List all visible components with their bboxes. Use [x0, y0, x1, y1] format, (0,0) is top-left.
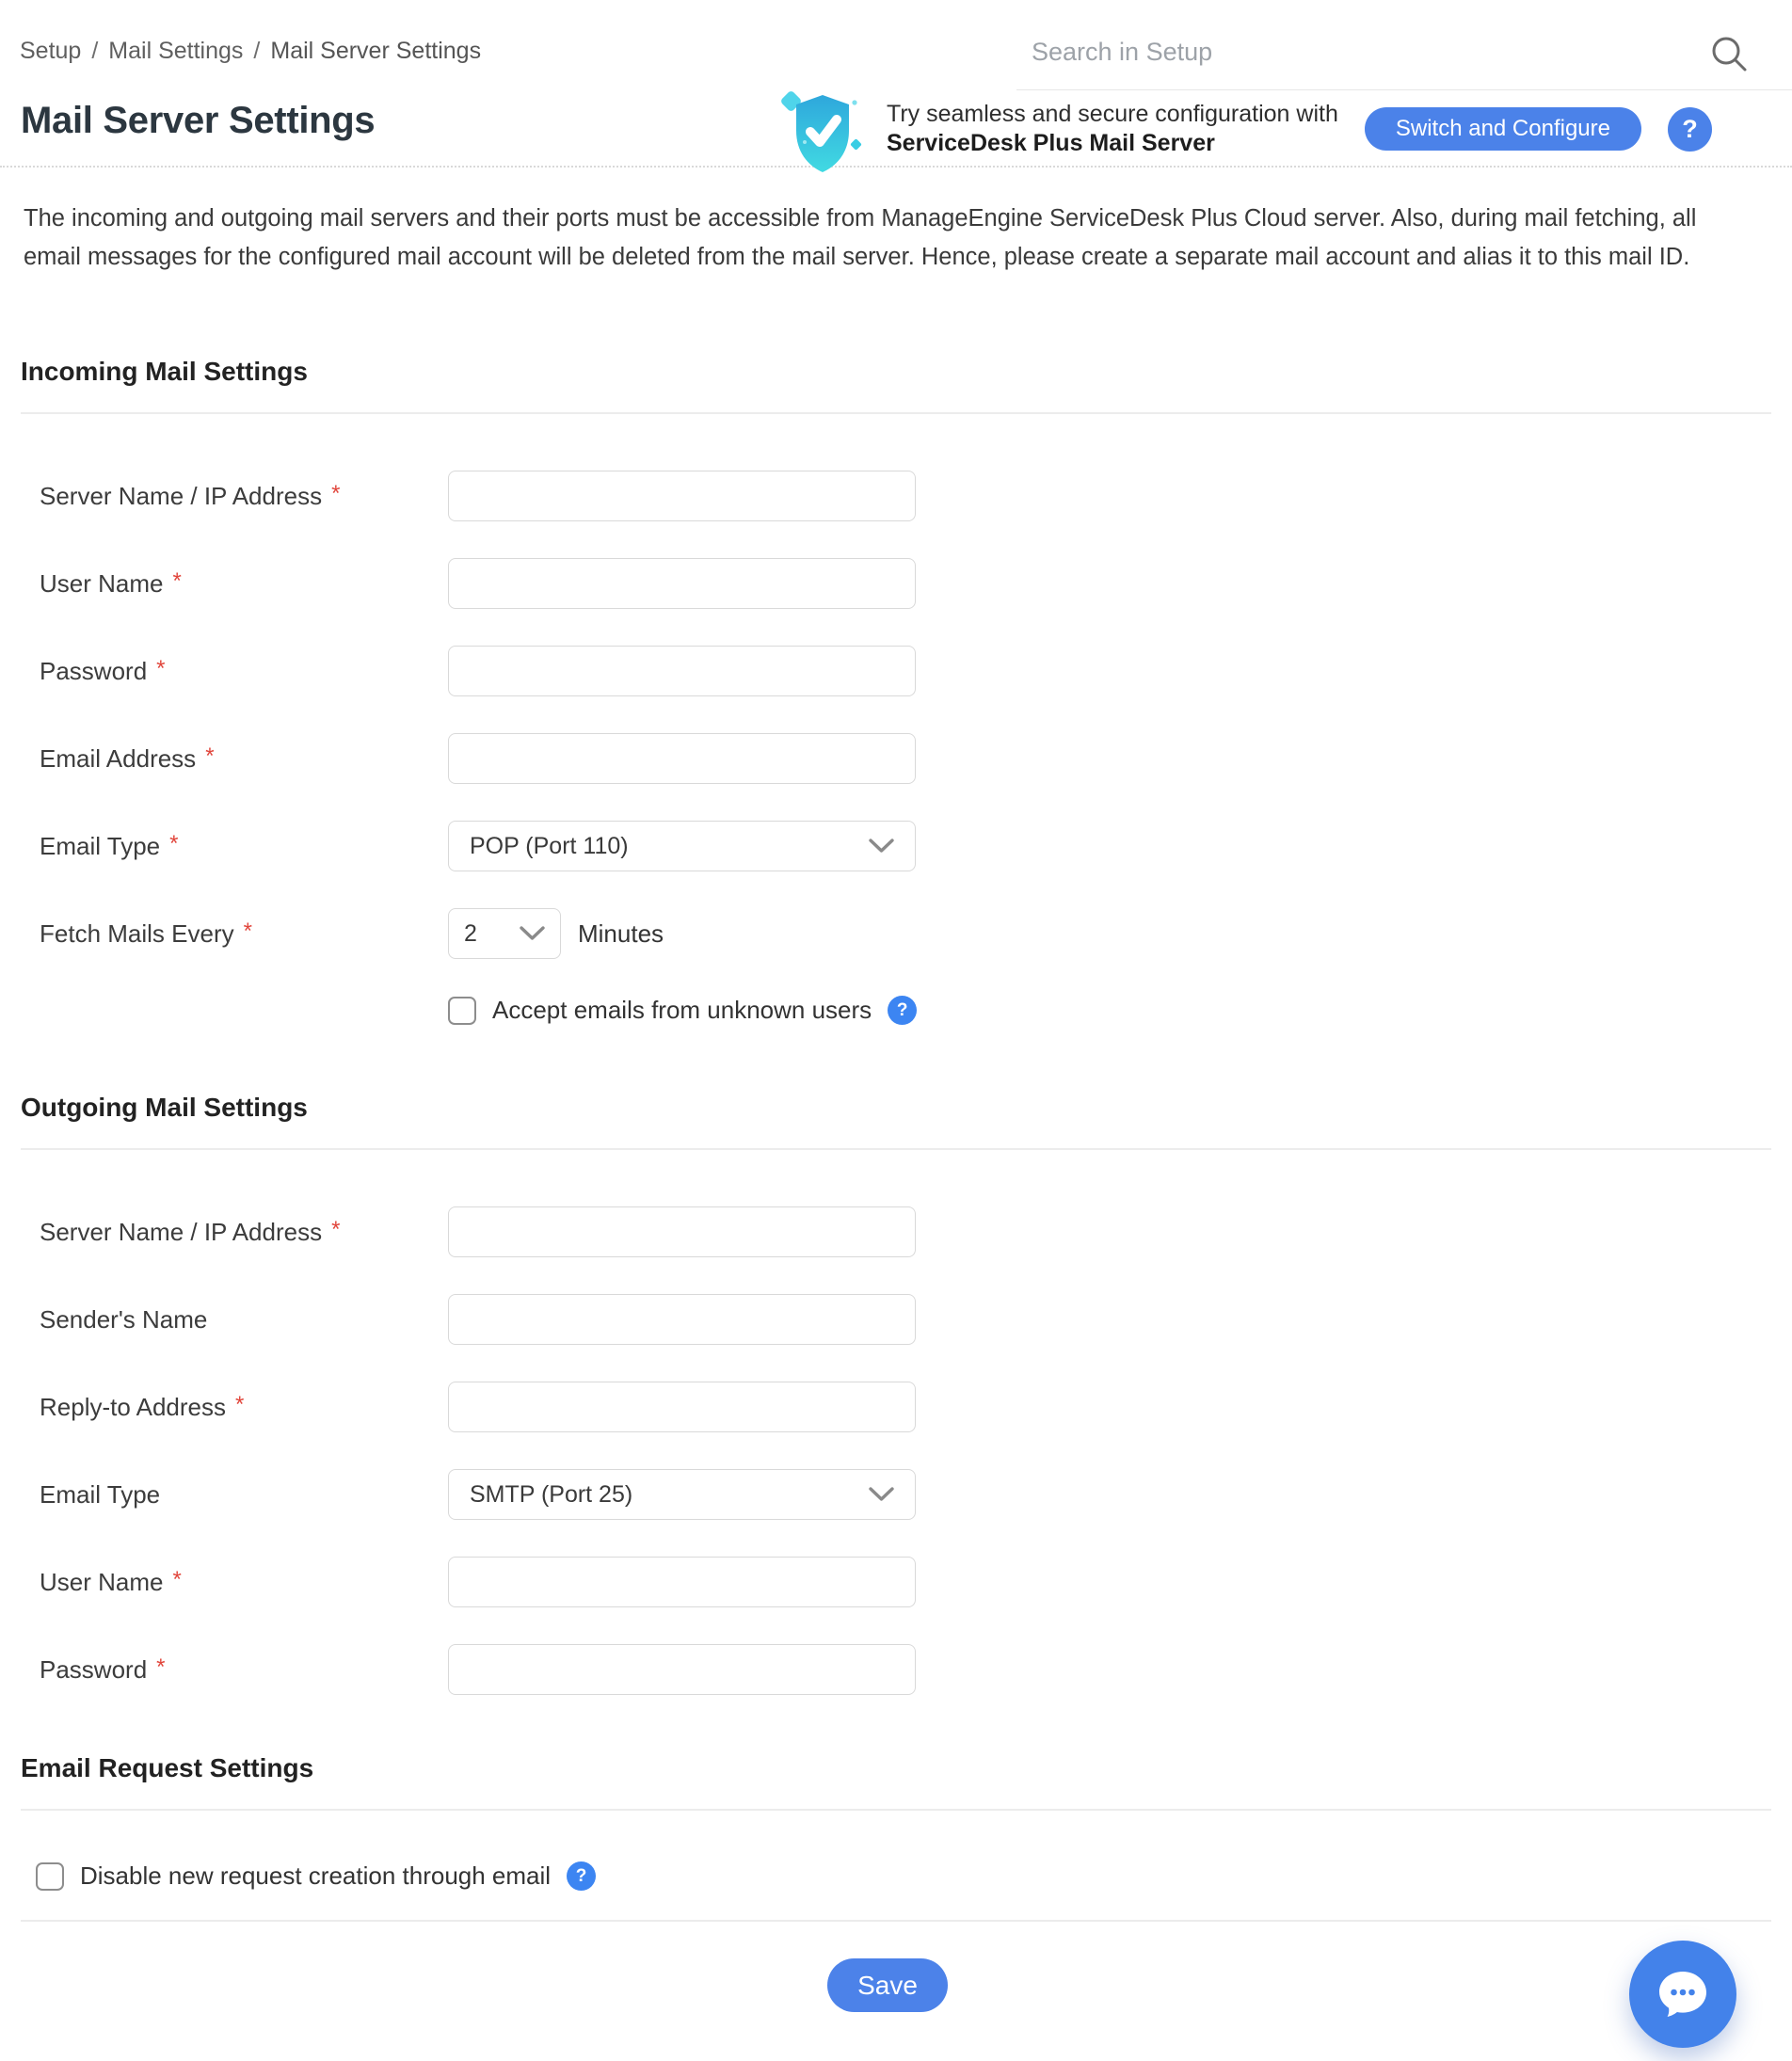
required-asterisk: * [234, 1391, 245, 1417]
breadcrumb-item-mail-settings[interactable]: Mail Settings [108, 38, 244, 64]
field-label: Fetch Mails Every * [40, 918, 252, 948]
outgoing-password-row [0, 1644, 1792, 1695]
required-asterisk: * [205, 743, 215, 769]
field-label: User Name * [40, 1566, 182, 1596]
email-request-settings-section [0, 1752, 1792, 1891]
accept-unknown-help-icon[interactable]: ? [888, 996, 917, 1025]
incoming-mail-settings-section [0, 356, 1792, 1025]
incoming-email-address-input[interactable] [448, 733, 916, 784]
required-asterisk: * [331, 480, 341, 506]
incoming-email-type-select[interactable] [448, 821, 916, 871]
banner-line-1: Try seamless and secure configuration with [887, 101, 1338, 127]
breadcrumb-item-mail-server-settings: Mail Server Settings [270, 38, 482, 64]
accept-unknown-users-checkbox[interactable] [448, 997, 476, 1025]
selected-interval: 2 [464, 919, 477, 947]
incoming-email-type-row [0, 821, 1792, 871]
incoming-username-row [0, 558, 1792, 609]
banner-help-button[interactable]: ? [1668, 107, 1712, 152]
outgoing-username-row [0, 1557, 1792, 1607]
email-request-section-title: Email Request Settings [21, 1753, 314, 1782]
breadcrumb [20, 38, 481, 65]
breadcrumb-separator: / [91, 38, 99, 64]
selected-email-type: SMTP (Port 25) [470, 1480, 633, 1508]
outgoing-mail-settings-section [0, 1092, 1792, 1732]
outgoing-section-title: Outgoing Mail Settings [21, 1093, 308, 1122]
section-divider [21, 1148, 1771, 1150]
chevron-down-icon [520, 926, 545, 941]
sender-name-row [0, 1294, 1792, 1345]
incoming-section-title: Incoming Mail Settings [21, 357, 308, 386]
field-label: Email Type [40, 1479, 161, 1509]
mail-server-promo-banner [779, 75, 1712, 183]
breadcrumb-item-setup[interactable]: Setup [20, 38, 82, 64]
outgoing-username-input[interactable] [448, 1557, 916, 1607]
outgoing-password-input[interactable] [448, 1644, 916, 1695]
shield-check-icon [779, 80, 866, 185]
field-label: Server Name / IP Address * [40, 1216, 341, 1246]
chevron-down-icon [869, 1487, 894, 1502]
reply-to-address-input[interactable] [448, 1382, 916, 1432]
reply-to-address-row [0, 1382, 1792, 1432]
banner-text [887, 100, 1338, 158]
incoming-username-input[interactable] [448, 558, 916, 609]
required-asterisk: * [156, 1654, 166, 1680]
chat-support-button[interactable] [1629, 1941, 1736, 2048]
incoming-password-input[interactable] [448, 646, 916, 696]
banner-line-2: ServiceDesk Plus Mail Server [887, 130, 1215, 156]
field-label: Password * [40, 655, 166, 685]
incoming-password-row [0, 646, 1792, 696]
field-label: Server Name / IP Address * [40, 480, 341, 510]
breadcrumb-separator: / [253, 38, 261, 64]
incoming-server-name-row [0, 471, 1792, 521]
page-title: Mail Server Settings [21, 100, 376, 141]
incoming-email-address-row [0, 733, 1792, 784]
outgoing-email-type-row [0, 1469, 1792, 1520]
disable-request-creation-row [0, 1861, 1792, 1891]
field-label: Email Address * [40, 743, 215, 773]
field-label: User Name * [40, 567, 182, 598]
field-label: Password * [40, 1654, 166, 1684]
accept-unknown-users-label[interactable]: Accept emails from unknown users [492, 996, 872, 1024]
section-divider [21, 412, 1771, 414]
disable-request-creation-checkbox[interactable] [36, 1862, 64, 1891]
field-label: Sender's Name [40, 1304, 208, 1334]
required-asterisk: * [156, 655, 166, 681]
selected-email-type: POP (Port 110) [470, 832, 629, 859]
required-asterisk: * [331, 1216, 341, 1242]
chat-bubble-icon [1654, 1967, 1712, 2021]
outgoing-server-name-row [0, 1206, 1792, 1257]
fetch-interval-row [0, 908, 1792, 959]
accept-unknown-users-row [0, 996, 1792, 1025]
required-asterisk: * [243, 918, 252, 944]
required-asterisk: * [172, 567, 182, 594]
chevron-down-icon [869, 839, 894, 854]
required-asterisk: * [169, 830, 179, 856]
search-input[interactable] [1032, 38, 1615, 67]
save-button[interactable]: Save [827, 1958, 948, 2012]
incoming-server-name-input[interactable] [448, 471, 916, 521]
interval-unit-label: Minutes [578, 919, 664, 948]
footer-divider [21, 1920, 1771, 1922]
section-divider [21, 1809, 1771, 1811]
switch-and-configure-button[interactable]: Switch and Configure [1365, 107, 1641, 151]
sender-name-input[interactable] [448, 1294, 916, 1345]
required-asterisk: * [172, 1566, 182, 1592]
disable-request-help-icon[interactable]: ? [567, 1861, 596, 1891]
field-label: Reply-to Address * [40, 1391, 245, 1421]
disable-request-creation-label[interactable]: Disable new request creation through email [80, 1861, 552, 1890]
fetch-interval-select[interactable] [448, 908, 561, 959]
search-icon[interactable] [1709, 34, 1749, 73]
outgoing-email-type-select[interactable] [448, 1469, 916, 1520]
field-label: Email Type * [40, 830, 179, 860]
page-description: The incoming and outgoing mail servers and their ports must be accessible from ManageEngine ServiceDesk Plus Cloud server. Also, during mail fetching, all email messages for the configured mail account will be deleted from the mail server. Hence, please create a separate mail account and alias it to this mail ID. [24, 205, 1697, 270]
outgoing-server-name-input[interactable] [448, 1206, 916, 1257]
